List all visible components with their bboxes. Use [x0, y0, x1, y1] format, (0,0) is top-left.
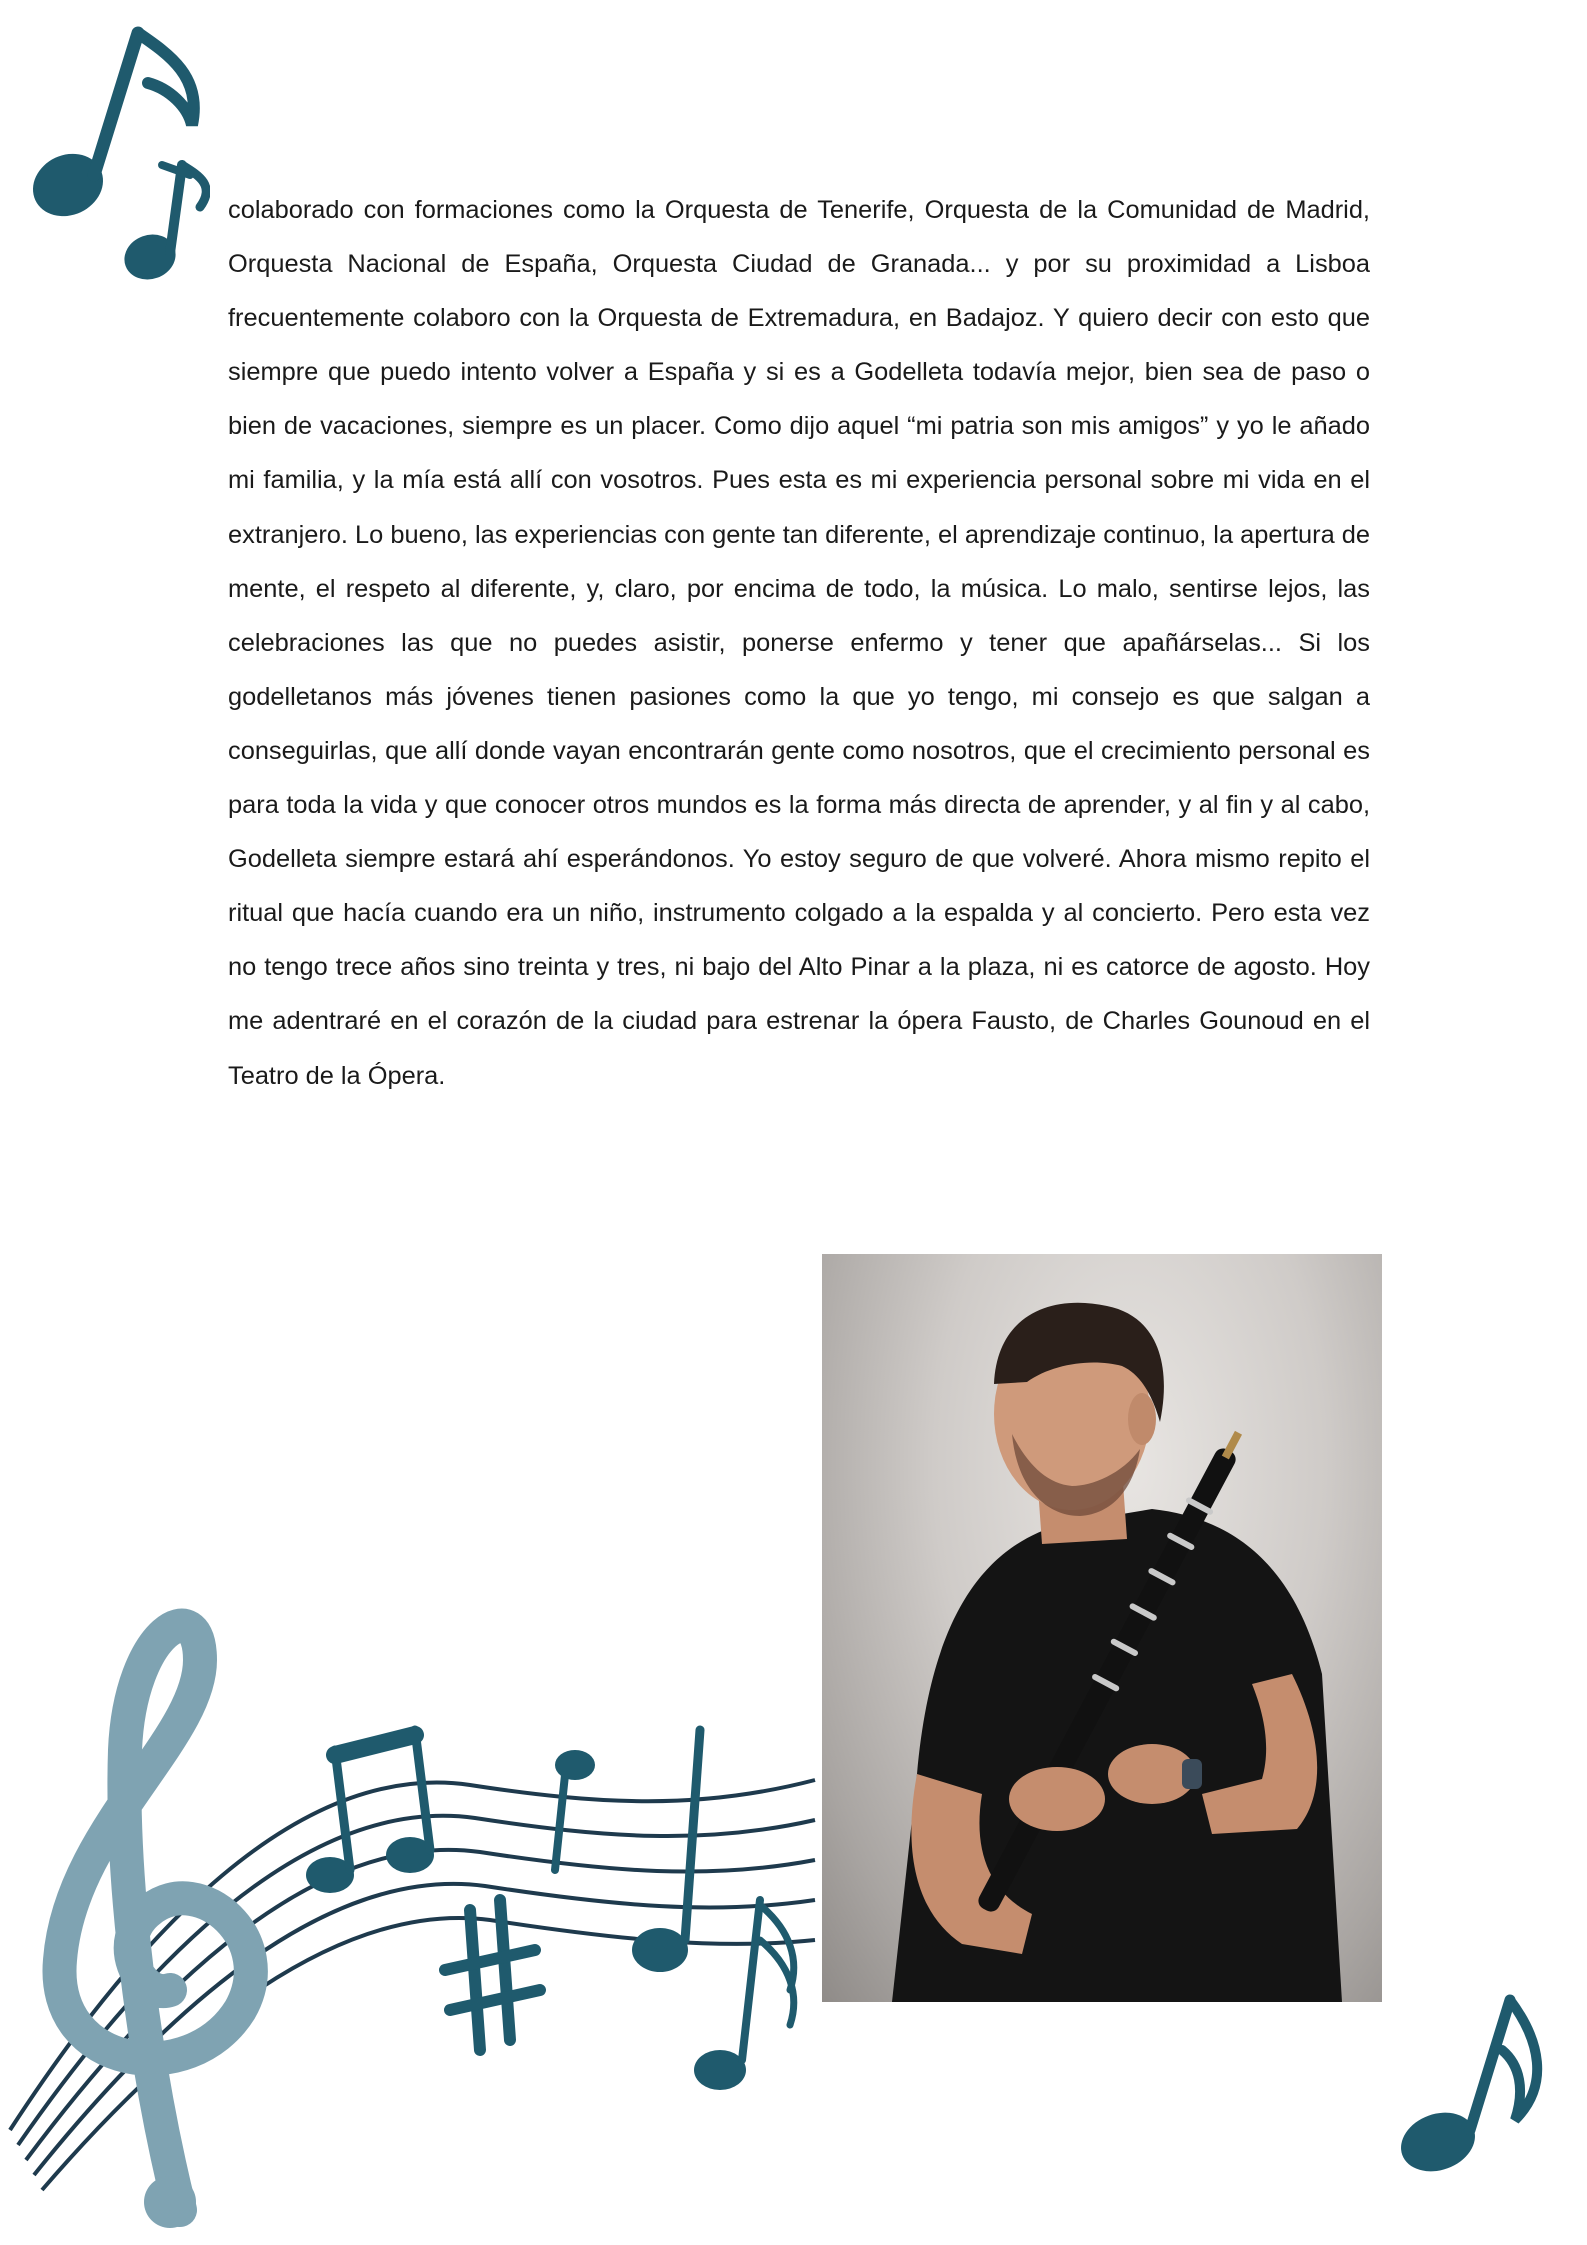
body-paragraph: colaborado con formaciones como la Orquesta de Tenerife, Orquesta de la Comunidad de Madrid, Orquesta Nacional de España, Orquesta Ciudad de Granada... y por su proximidad a Lisboa frecuentemente colaboro con la Orquesta de Extremadura, en Badajoz. Y quiero decir con esto que siempre que puedo intento volver a España y si es a Godelleta todavía mejor, bien sea de paso o bien de vacaciones, siempre es un placer. Como dijo aquel “mi patria son mis amigos” y yo le añado mi familia, y la mía está allí con vosotros. Pues esta es mi experiencia personal sobre mi vida en el extranjero. Lo bueno, las experiencias con gente tan diferente, el aprendizaje continuo, la apertura de mente, el respeto al diferente, y, claro, por encima de todo, la música. Lo malo, sentirse lejos, las celebraciones las que no puedes asistir, ponerse enfermo y tener que apañárselas... Si los godelletanos más jóvenes tienen pasiones como la que yo tengo, mi consejo es que salgan a conseguirlas, que allí donde vayan encontrarán gente como nosotros, que el crecimiento personal es para toda la vida y que conocer otros mundos es la forma más directa de aprender, y al fin y al cabo, Godelleta siempre estará ahí esperándonos. Yo estoy seguro de que volveré. Ahora mismo repito el ritual que hacía cuando era un niño, instrumento colgado a la espalda y al concierto. Pero esta vez no tengo trece años sino treinta y tres, ni bajo del Alto Pinar a la plaza, ni es catorce de agosto. Hoy me adentraré en el corazón de la ciudad para estrenar la ópera Fausto, de Charles Gounoud en el Teatro de la Ópera. — [228, 196, 1370, 1090]
oboe-player-portrait — [822, 1254, 1382, 2002]
musician-photo — [822, 1254, 1382, 2002]
beamed-eighth-notes-icon — [20, 25, 210, 295]
treble-clef-music-staff-illustration — [0, 1570, 830, 2240]
eighth-note-icon — [1390, 1990, 1550, 2180]
